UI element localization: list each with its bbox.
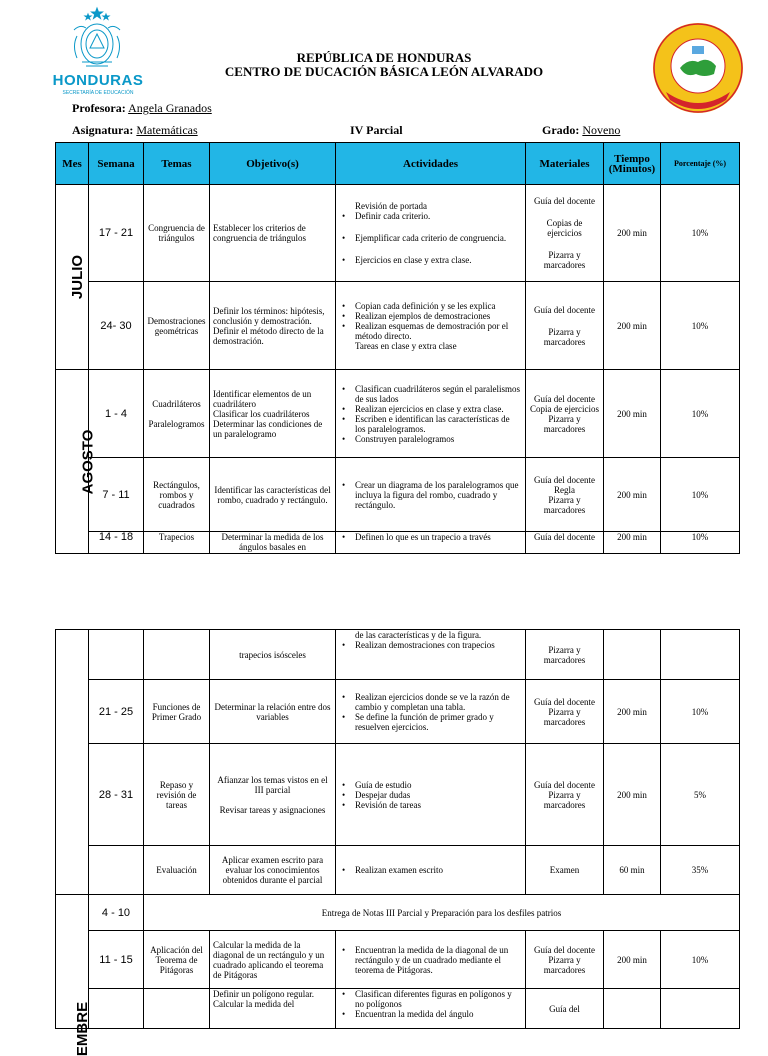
porcentaje-cell: 5% bbox=[661, 744, 740, 846]
activity-item: • Revisión de tareas bbox=[339, 800, 522, 810]
tema-cell: Evaluación bbox=[144, 846, 210, 895]
tema-cell: Demostraciones geométricas bbox=[144, 282, 210, 370]
asignatura-value: Matemáticas bbox=[136, 123, 198, 137]
logo-left-subtitle: SECRETARÍA DE EDUCACIÓN bbox=[62, 90, 134, 96]
activity-item: • Copian cada definición y se les explica bbox=[339, 301, 522, 311]
objetivo-line: Revisar tareas y asignaciones bbox=[219, 804, 326, 815]
objetivo-cell: Determinar la medida de los ángulos basales en bbox=[210, 532, 336, 554]
objetivo-line: Determinar las condiciones de un paralelogramo bbox=[213, 418, 323, 439]
semana-cell: 1 - 4 bbox=[89, 370, 144, 458]
table-row bbox=[56, 282, 740, 370]
material-item: Pizarra y marcadores bbox=[543, 326, 586, 347]
materiales-cell bbox=[526, 458, 604, 532]
activity-item: • Guía de estudio bbox=[339, 780, 522, 790]
actividades-cell bbox=[336, 630, 526, 680]
objetivo-cell bbox=[210, 370, 336, 458]
materiales-cell bbox=[526, 680, 604, 744]
material-item: Pizarra y marcadores bbox=[543, 954, 586, 975]
col-objetivos: Objetivo(s) bbox=[210, 143, 336, 185]
table-row bbox=[56, 680, 740, 744]
objetivo-line: Identificar elementos de un cuadrilátero bbox=[213, 388, 312, 409]
material-item: Guía del docente bbox=[534, 304, 595, 315]
actividades-cell bbox=[336, 370, 526, 458]
objetivo-cell: Determinar la relación entre dos variables bbox=[210, 680, 336, 744]
semana-cell: 24- 30 bbox=[89, 282, 144, 370]
table-header-row bbox=[56, 143, 740, 185]
profesora-value: Angela Granados bbox=[128, 101, 212, 115]
activity-item: • Definen lo que es un trapecio a través bbox=[339, 532, 522, 542]
actividades-cell bbox=[336, 532, 526, 554]
materiales-cell: Guía del docente bbox=[526, 532, 604, 554]
material-item: Regla bbox=[554, 484, 575, 495]
col-materiales: Materiales bbox=[526, 143, 604, 185]
actividades-cell bbox=[336, 680, 526, 744]
profesora-label: Profesora: bbox=[72, 101, 126, 115]
tema-cell bbox=[144, 989, 210, 1029]
table-row bbox=[56, 458, 740, 532]
document-title: REPÚBLICA DE HONDURAS bbox=[296, 50, 472, 65]
tema-cell: Repaso y revisión de tareas bbox=[144, 744, 210, 846]
activity-item: • Clasifican cuadriláteros según el paralelismos de sus lados bbox=[339, 384, 522, 404]
objetivo-cell: Identificar las características del rombo, cuadrado y rectángulo. bbox=[210, 458, 336, 532]
merged-notice-cell: Entrega de Notas III Parcial y Preparación para los desfiles patrios bbox=[144, 895, 740, 931]
objetivo-cell: Establecer los criterios de congruencia de triángulos bbox=[210, 185, 336, 282]
semana-cell: 28 - 31 bbox=[89, 744, 144, 846]
tema-cell bbox=[144, 630, 210, 680]
porcentaje-cell: 10% bbox=[661, 370, 740, 458]
month-septiembre: EMBRE bbox=[56, 895, 89, 1029]
month-julio: JULIO bbox=[56, 185, 89, 370]
material-item: Pizarra y marcadores bbox=[543, 789, 586, 810]
tiempo-cell: 200 min bbox=[604, 282, 661, 370]
table-row bbox=[56, 931, 740, 989]
activity-item: • Construyen paralelogramos bbox=[339, 434, 522, 444]
month-cell-continued bbox=[56, 630, 89, 895]
col-tiempo: Tiempo (Minutos) bbox=[604, 143, 661, 185]
porcentaje-cell bbox=[661, 630, 740, 680]
semana-cell: 21 - 25 bbox=[89, 680, 144, 744]
objetivo-cell bbox=[210, 282, 336, 370]
material-item: Guía del docente bbox=[534, 779, 595, 790]
actividades-cell bbox=[336, 282, 526, 370]
tema-cell: Trapecios bbox=[144, 532, 210, 554]
porcentaje-cell: 10% bbox=[661, 680, 740, 744]
semana-cell bbox=[89, 989, 144, 1029]
tiempo-cell: 200 min bbox=[604, 744, 661, 846]
table-row bbox=[56, 185, 740, 282]
porcentaje-cell: 10% bbox=[661, 458, 740, 532]
school-name: CENTRO DE DUCACIÓN BÁSICA LEÓN ALVARADO bbox=[224, 64, 544, 79]
table-row bbox=[56, 989, 740, 1029]
activity-item: Tareas en clase y extra clase bbox=[355, 340, 457, 351]
logo-left-text: HONDURAS bbox=[52, 72, 144, 89]
materiales-cell bbox=[526, 282, 604, 370]
tiempo-cell: 200 min bbox=[604, 680, 661, 744]
activity-item: • Escriben e identifican las características de los paralelogramos. bbox=[339, 414, 522, 434]
semana-cell: 7 - 11 bbox=[89, 458, 144, 532]
objetivo-cell bbox=[210, 989, 336, 1029]
activity-item: • Ejercicios en clase y extra clase. bbox=[339, 255, 522, 265]
tiempo-cell: 200 min bbox=[604, 532, 661, 554]
actividades-cell bbox=[336, 744, 526, 846]
plan-table-page-1 bbox=[55, 142, 740, 554]
semana-cell: 11 - 15 bbox=[89, 931, 144, 989]
material-item: Pizarra y marcadores bbox=[543, 250, 586, 270]
actividades-cell bbox=[336, 931, 526, 989]
objetivo-cell: trapecios isósceles bbox=[210, 630, 336, 680]
materiales-cell bbox=[526, 370, 604, 458]
table-row bbox=[56, 895, 740, 931]
material-item: Pizarra y marcadores bbox=[543, 494, 586, 515]
activity-item: • Realizan esquemas de demostración por el método directo. bbox=[339, 321, 522, 341]
activity-item: • Se define la función de primer grado y resuelven ejercicios. bbox=[339, 712, 522, 732]
tema-line: Paralelogramos bbox=[148, 418, 205, 429]
objetivo-line: Definir los términos: hipótesis, conclusión y demostración. bbox=[213, 305, 325, 326]
col-temas: Temas bbox=[144, 143, 210, 185]
col-semana: Semana bbox=[89, 143, 144, 185]
objetivo-line: Definir el método directo de la demostración. bbox=[213, 325, 324, 346]
actividades-cell bbox=[336, 185, 526, 282]
parcial-label: IV Parcial bbox=[350, 123, 403, 137]
tiempo-cell: 200 min bbox=[604, 370, 661, 458]
grado-line bbox=[542, 123, 620, 138]
material-item: Guía del docente bbox=[534, 196, 595, 206]
objetivo-line: Afianzar los temas vistos en el III parcial bbox=[217, 774, 328, 795]
actividades-cell bbox=[336, 989, 526, 1029]
semana-cell: 14 - 18 bbox=[89, 532, 144, 554]
objetivo-line: Definir un polígono regular. bbox=[213, 989, 314, 999]
profesora-line bbox=[72, 101, 212, 116]
semana-cell: 4 - 10 bbox=[89, 895, 144, 931]
porcentaje-cell: 10% bbox=[661, 532, 740, 554]
material-item: Copias de ejercicios bbox=[546, 218, 583, 238]
asignatura-line bbox=[72, 123, 198, 138]
material-item: Pizarra y marcadores bbox=[543, 706, 586, 727]
plan-table-page-2 bbox=[55, 629, 740, 1056]
activity-item: • Crear un diagrama de los paralelogramos que incluya la figura del rombo, cuadrado y rectángulo. bbox=[339, 480, 522, 510]
activity-item: de las características y de la figura. bbox=[355, 630, 482, 640]
tiempo-cell: 60 min bbox=[604, 846, 661, 895]
materiales-cell: Pizarra y marcadores bbox=[526, 630, 604, 680]
material-item: Guía del docente bbox=[534, 393, 595, 404]
activity-item: • Despejar dudas bbox=[339, 790, 522, 800]
activity-item: • Definir cada criterio. bbox=[339, 211, 522, 221]
table-row bbox=[56, 744, 740, 846]
activity-item: • Encuentran la medida del ángulo bbox=[339, 1009, 522, 1019]
porcentaje-cell: 35% bbox=[661, 846, 740, 895]
activity-item: • Realizan ejercicios donde se ve la razón de cambio y completan una tabla. bbox=[339, 692, 522, 712]
activity-item: • Realizan examen escrito bbox=[339, 865, 522, 875]
porcentaje-cell: 10% bbox=[661, 282, 740, 370]
materiales-cell bbox=[526, 185, 604, 282]
activity-item: • Encuentran la medida de la diagonal de un rectángulo y de un cuadrado mediante el teorema de Pitágoras. bbox=[339, 945, 522, 975]
activity-item: • Ejemplificar cada criterio de congruencia. bbox=[339, 233, 522, 243]
tema-cell: Aplicación del Teorema de Pitágoras bbox=[144, 931, 210, 989]
material-item: Pizarra y marcadores bbox=[543, 413, 586, 434]
activity-item: Revisión de portada bbox=[355, 201, 427, 211]
table-row bbox=[56, 370, 740, 458]
materiales-cell: Examen bbox=[526, 846, 604, 895]
grado-value: Noveno bbox=[582, 123, 621, 137]
tiempo-cell: 200 min bbox=[604, 458, 661, 532]
objetivo-cell bbox=[210, 744, 336, 846]
table-row bbox=[56, 846, 740, 895]
porcentaje-cell: 10% bbox=[661, 185, 740, 282]
tiempo-cell: 200 min bbox=[604, 931, 661, 989]
semana-cell bbox=[89, 846, 144, 895]
materiales-cell bbox=[526, 744, 604, 846]
tiempo-cell bbox=[604, 630, 661, 680]
table-row bbox=[56, 532, 740, 554]
semana-cell bbox=[89, 630, 144, 680]
col-actividades: Actividades bbox=[336, 143, 526, 185]
col-mes: Mes bbox=[56, 143, 89, 185]
actividades-cell bbox=[336, 846, 526, 895]
tema-cell bbox=[144, 370, 210, 458]
month-agosto: AGOSTO bbox=[56, 370, 89, 554]
school-seal-icon bbox=[652, 22, 744, 114]
material-item: Copia de ejercicios bbox=[530, 403, 599, 414]
tema-cell: Rectángulos, rombos y cuadrados bbox=[144, 458, 210, 532]
objetivo-line: Calcular la medida del bbox=[213, 999, 295, 1009]
grado-label: Grado: bbox=[542, 123, 580, 137]
tema-cell: Funciones de Primer Grado bbox=[144, 680, 210, 744]
activity-item: • Realizan ejercicios en clase y extra clase. bbox=[339, 404, 522, 414]
porcentaje-cell: 10% bbox=[661, 931, 740, 989]
materiales-cell bbox=[526, 931, 604, 989]
activity-item: • Realizan demostraciones con trapecios bbox=[339, 640, 522, 650]
materiales-cell: Guía del bbox=[526, 989, 604, 1029]
asignatura-label: Asignatura: bbox=[72, 123, 134, 137]
objetivo-line: Clasificar los cuadriláteros bbox=[213, 408, 310, 419]
tema-line: Cuadriláteros bbox=[152, 398, 201, 409]
tiempo-cell: 200 min bbox=[604, 185, 661, 282]
objetivo-cell: Aplicar examen escrito para evaluar los conocimientos obtenidos durante el parcial bbox=[210, 846, 336, 895]
porcentaje-cell bbox=[661, 989, 740, 1029]
semana-cell: 17 - 21 bbox=[89, 185, 144, 282]
material-item: Guía del docente bbox=[534, 696, 595, 707]
tiempo-cell bbox=[604, 989, 661, 1029]
activity-item: • Clasifican diferentes figuras en polígonos y no polígonos bbox=[339, 989, 522, 1009]
table-row bbox=[56, 630, 740, 680]
objetivo-cell: Calcular la medida de la diagonal de un rectángulo y un cuadrado aplicando el teorema de Pitágoras bbox=[210, 931, 336, 989]
tema-cell: Congruencia de triángulos bbox=[144, 185, 210, 282]
material-item: Guía del docente bbox=[534, 474, 595, 485]
activity-item: • Realizan ejemplos de demostraciones bbox=[339, 311, 522, 321]
material-item: Guía del docente bbox=[534, 944, 595, 955]
actividades-cell bbox=[336, 458, 526, 532]
col-porcentaje: Porcentaje (%) bbox=[661, 143, 740, 185]
